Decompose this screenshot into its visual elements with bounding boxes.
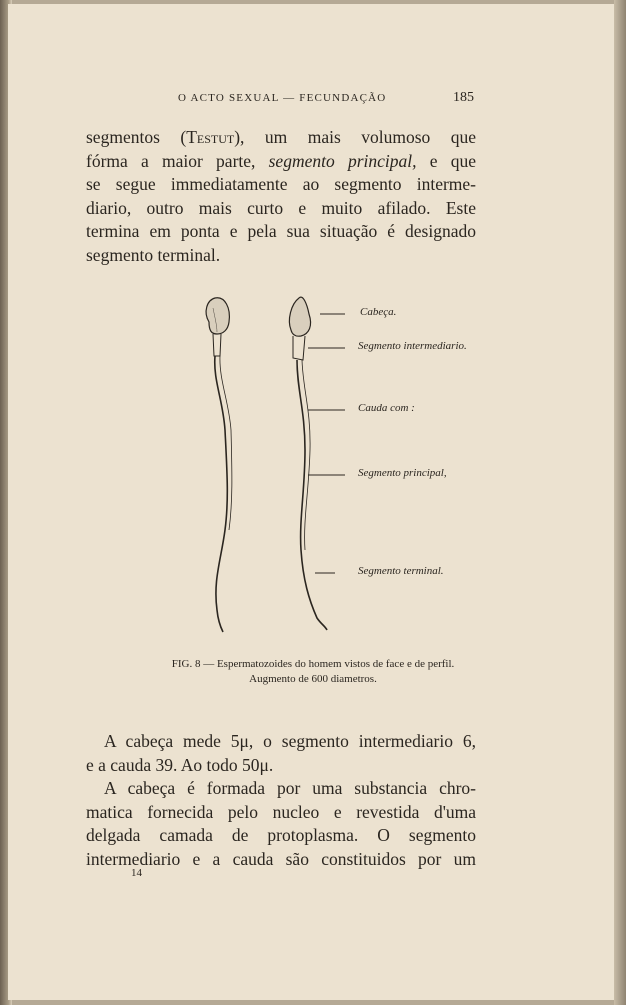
page-number: 185 bbox=[453, 90, 474, 105]
sperm-profile-view bbox=[289, 297, 327, 630]
text-line: A cabeça mede 5μ, o segmento intermediario 6, bbox=[104, 731, 476, 751]
sperm-face-view bbox=[206, 298, 232, 632]
figure-spermatozoa bbox=[195, 290, 495, 640]
text-line: fórma a maior parte, segmento principal, e que bbox=[86, 150, 476, 171]
label-segmento-terminal: Segmento terminal. bbox=[358, 565, 444, 577]
figure-caption bbox=[0, 657, 626, 687]
text-line: termina em ponta e pela sua situação é designado bbox=[86, 221, 476, 241]
text-line: delgada camada de protoplasma. O segmento bbox=[86, 825, 476, 845]
text-line: matica fornecida pelo nucleo e revestida d'uma bbox=[86, 801, 476, 822]
text-line: se segue immediatamente ao segmento interme- bbox=[86, 174, 476, 194]
text-line: intermediario e a cauda são constituidos por um bbox=[86, 848, 476, 869]
text-line: e a cauda 39. Ao todo 50μ. bbox=[86, 754, 274, 775]
text-line: segmentos (Testut), um mais volumoso que bbox=[86, 127, 476, 147]
signature-mark: 14 bbox=[131, 867, 142, 879]
page-edge bbox=[614, 0, 626, 1005]
label-cauda: Cauda com : bbox=[358, 402, 415, 414]
label-segmento-principal: Segmento principal, bbox=[358, 467, 447, 479]
label-segmento-intermediario: Segmento intermediario. bbox=[358, 340, 467, 352]
text-line: A cabeça é formada por uma substancia chro- bbox=[104, 778, 476, 798]
running-head-title: O ACTO SEXUAL — FECUNDAÇÃO bbox=[178, 92, 387, 104]
caption-line-2: Augmento de 600 diametros. bbox=[249, 673, 377, 685]
caption-line-1: FIG. 8 — Espermatozoides do homem vistos de face e de perfil. bbox=[171, 658, 455, 670]
label-leaders bbox=[308, 314, 345, 573]
running-head bbox=[0, 92, 626, 112]
paragraph-2 bbox=[86, 730, 476, 871]
text-line: diario, outro mais curto e muito afilado. Este bbox=[86, 197, 476, 218]
paragraph-1 bbox=[86, 126, 476, 267]
text-line: segmento terminal. bbox=[86, 244, 221, 265]
label-cabeca: Cabeça. bbox=[360, 306, 397, 318]
